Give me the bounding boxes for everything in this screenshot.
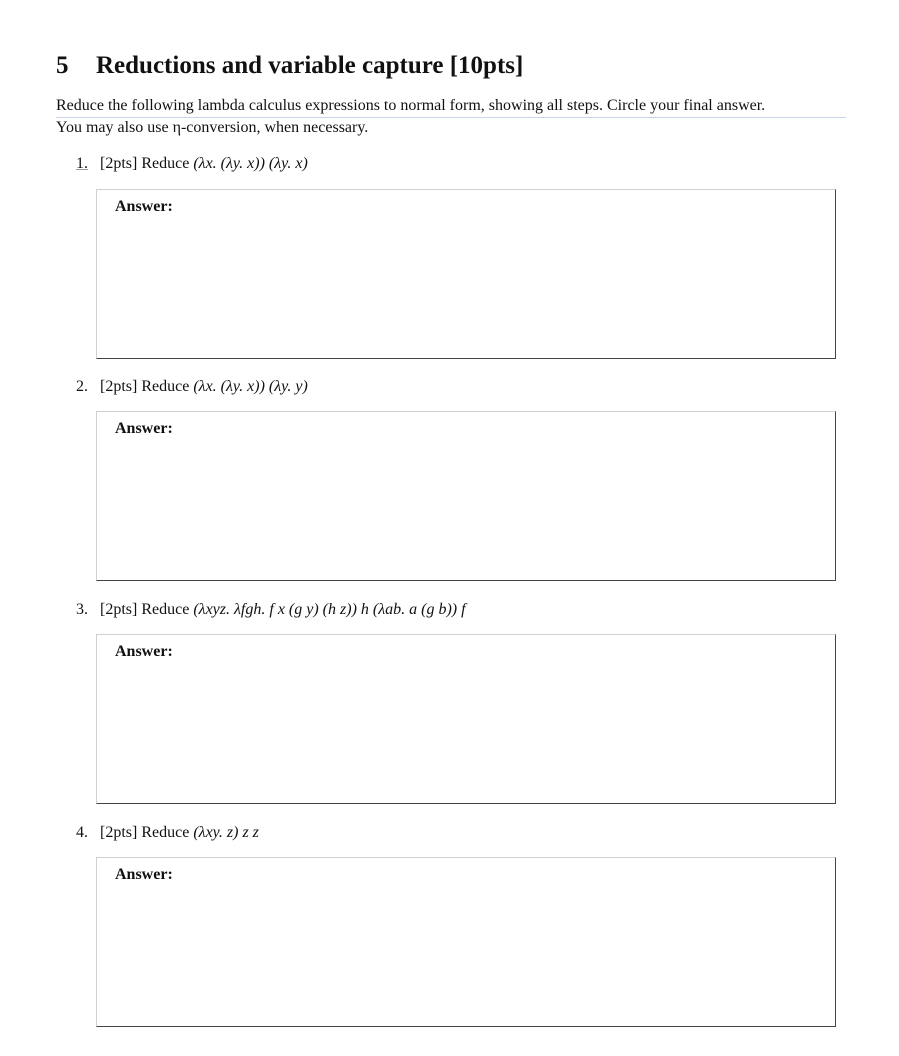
section-heading — [56, 52, 523, 80]
answer-box-4[interactable] — [96, 857, 836, 1027]
question-number: 4. — [76, 824, 88, 841]
answer-label: Answer: — [115, 866, 173, 883]
instructions-line-2: You may also use η-conversion, when necessary. — [56, 119, 369, 136]
question-verb: Reduce — [141, 155, 190, 172]
lambda-expression: (λxyz. λfgh. f x (g y) (h z)) h (λab. a (g b)) f — [193, 601, 466, 618]
question-points: [2pts] — [100, 601, 138, 618]
instructions-line-1: Reduce the following lambda calculus expressions to normal form, showing all steps. Circle your final answer. — [56, 96, 846, 118]
question-3 — [76, 601, 466, 619]
section-number: 5 — [56, 52, 69, 79]
answer-label: Answer: — [115, 198, 173, 215]
answer-label: Answer: — [115, 643, 173, 660]
question-verb: Reduce — [141, 601, 190, 618]
question-points: [2pts] — [100, 155, 138, 172]
question-2 — [76, 378, 308, 396]
question-4 — [76, 824, 259, 842]
lambda-expression: (λx. (λy. x)) (λy. x) — [193, 155, 308, 172]
answer-box-3[interactable] — [96, 634, 836, 804]
answer-box-2[interactable] — [96, 411, 836, 581]
question-points: [2pts] — [100, 824, 138, 841]
question-verb: Reduce — [141, 824, 190, 841]
question-verb: Reduce — [141, 378, 190, 395]
question-points: [2pts] — [100, 378, 138, 395]
answer-box-1[interactable] — [96, 189, 836, 359]
instructions — [56, 96, 846, 138]
question-number: 1. — [76, 155, 88, 172]
section-title: Reductions and variable capture [10pts] — [96, 52, 524, 79]
question-1 — [76, 155, 308, 173]
answer-label: Answer: — [115, 420, 173, 437]
question-number: 2. — [76, 378, 88, 395]
lambda-expression: (λxy. z) z z — [193, 824, 259, 841]
question-number: 3. — [76, 601, 88, 618]
lambda-expression: (λx. (λy. x)) (λy. y) — [193, 378, 308, 395]
